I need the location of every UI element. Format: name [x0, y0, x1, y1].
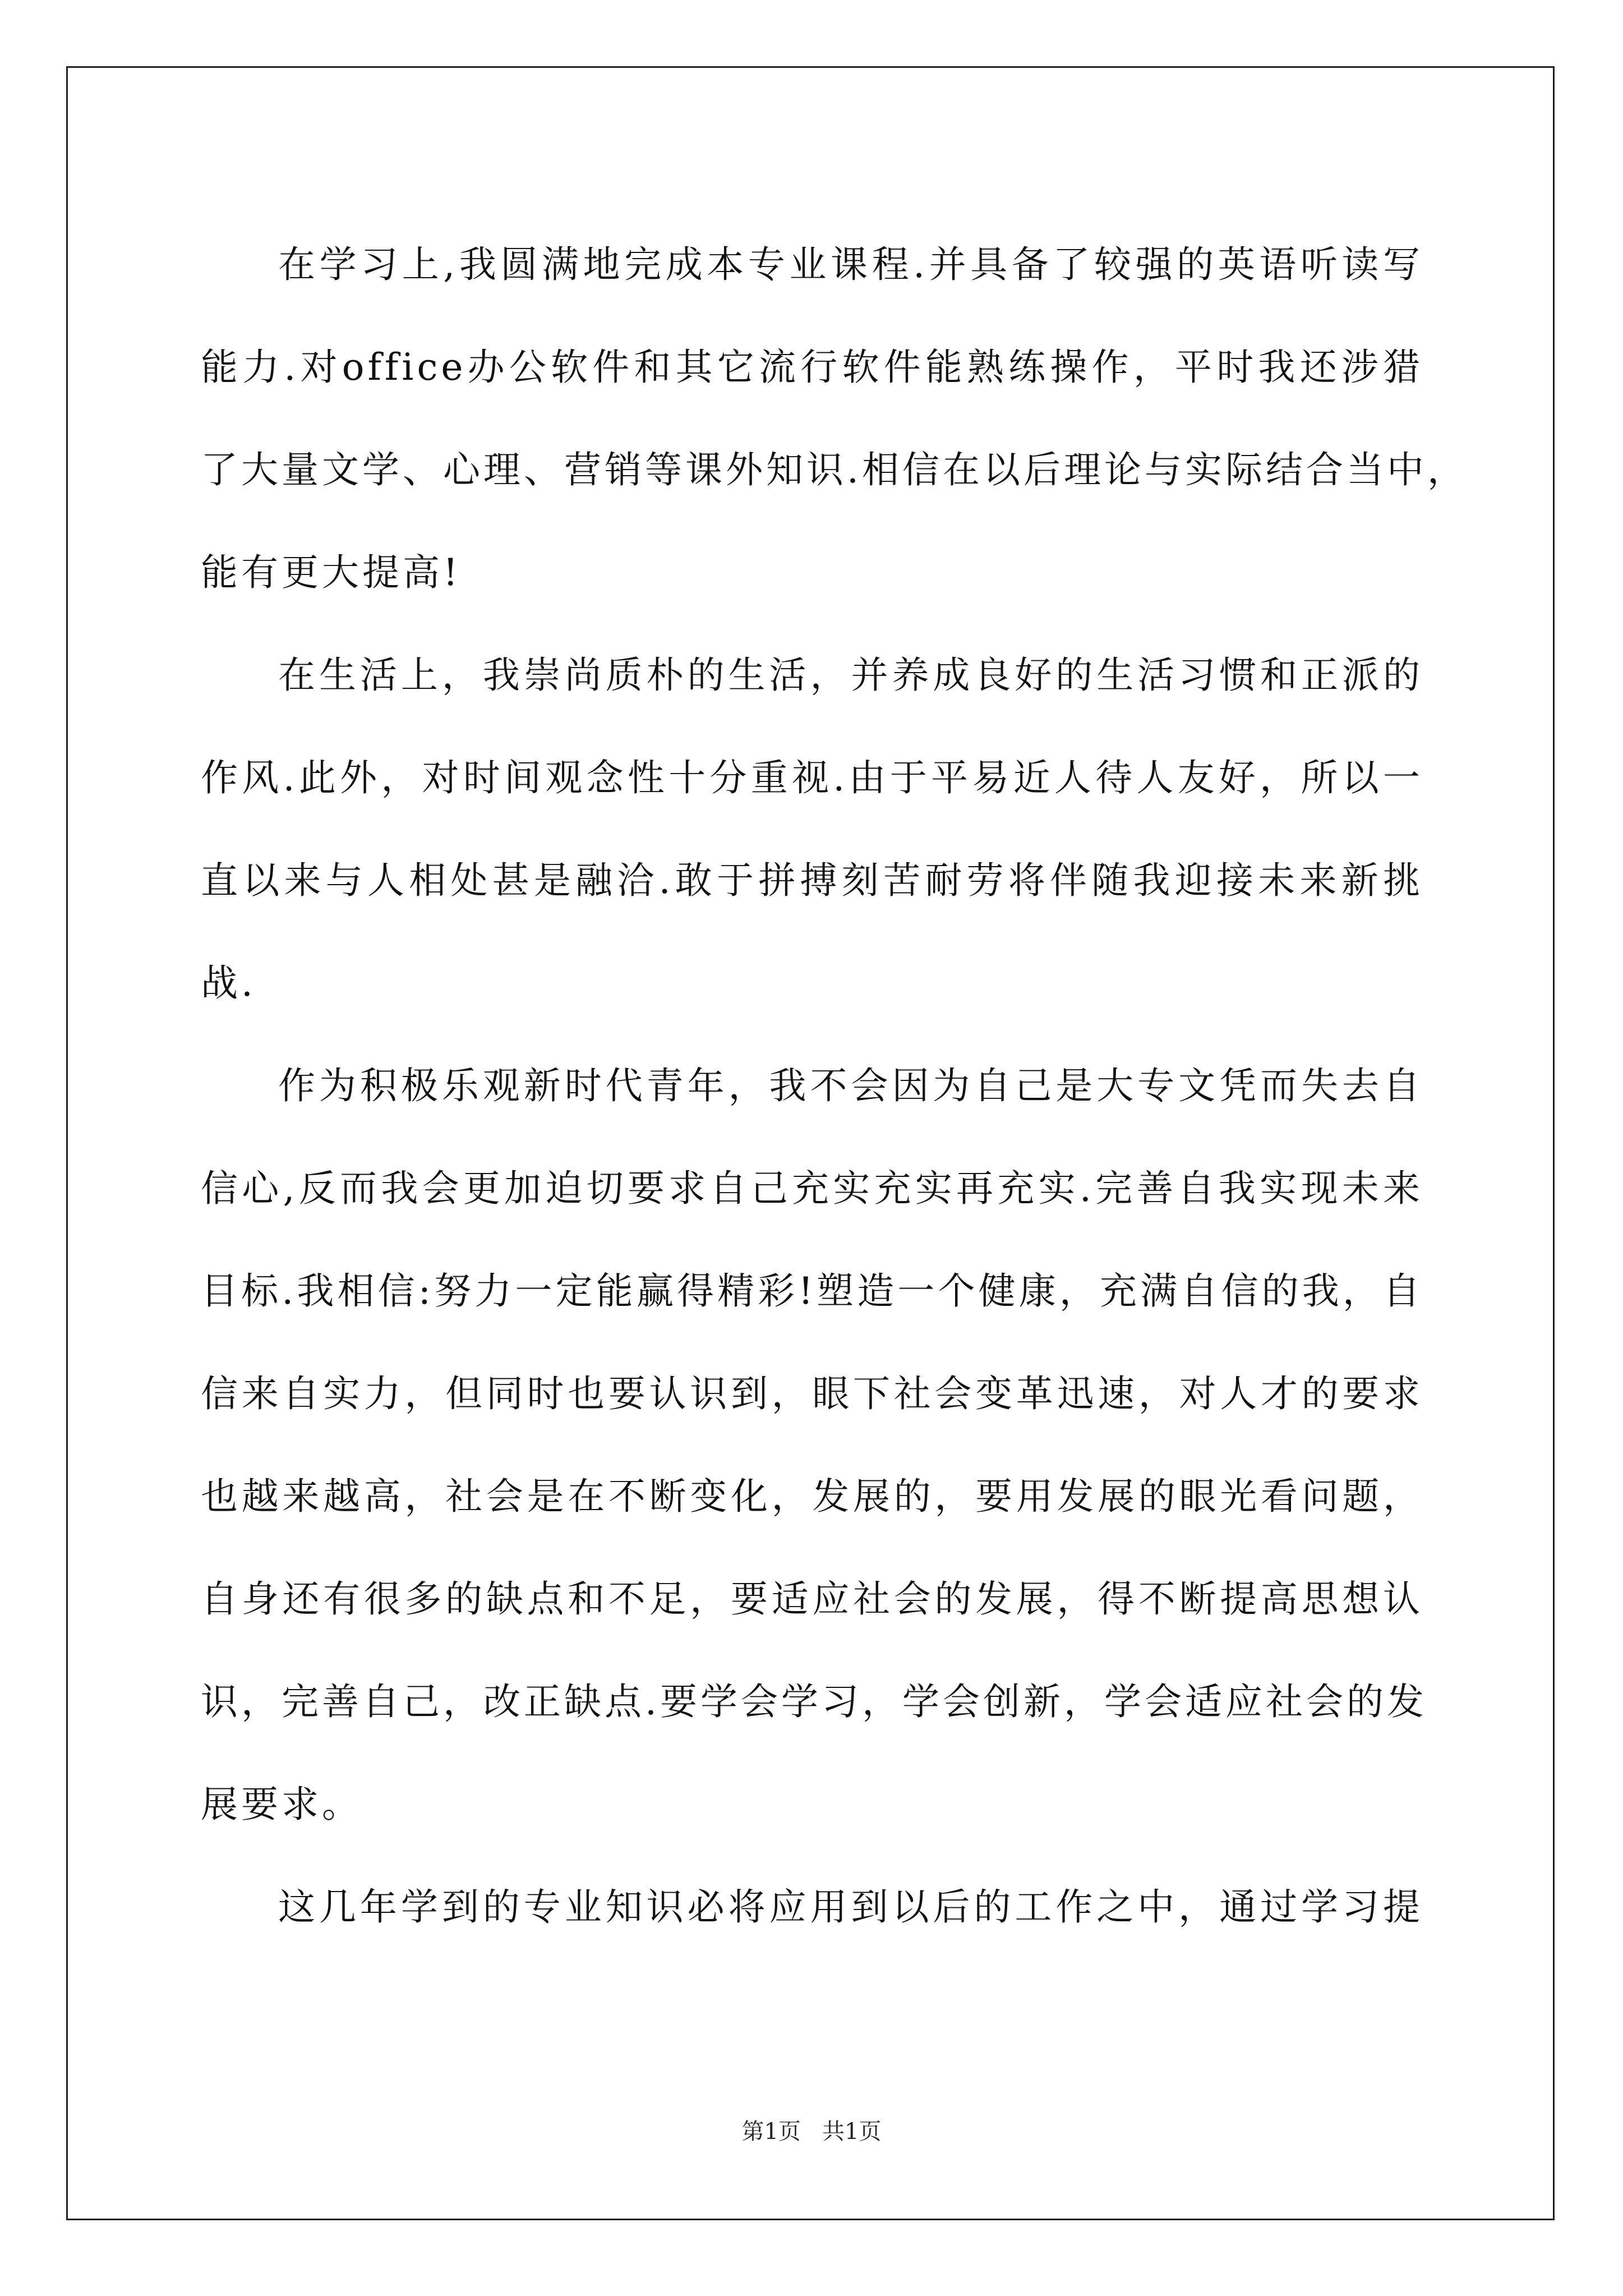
text-line: 直以来与人相处甚是融洽.敢于拼搏刻苦耐劳将伴随我迎接未来新挑 [201, 859, 1423, 902]
text-line: 信来自实力，但同时也要认识到，眼下社会变革迅速，对人才的要求 [201, 1372, 1423, 1415]
text-line: 目标.我相信:努力一定能赢得精彩!塑造一个健康，充满自信的我，自 [201, 1269, 1423, 1313]
text-line: 这几年学到的专业知识必将应用到以后的工作之中，通过学习提 [278, 1885, 1423, 1929]
page-footer: 第1页 共1页 [741, 2119, 882, 2145]
paragraph [201, 624, 1423, 1034]
text-line: 了大量文学、心理、营销等课外知识.相信在以后理论与实际结合当中， [201, 448, 1468, 491]
text-line: 也越来越高，社会是在不断变化，发展的，要用发展的眼光看问题， [201, 1475, 1423, 1518]
document-body [201, 213, 1468, 1958]
text-line: 在生活上，我崇尚质朴的生活，并养成良好的生活习惯和正派的 [278, 654, 1423, 697]
text-line: 识，完善自己，改正缺点.要学会学习，学会创新，学会适应社会的发 [201, 1680, 1427, 1723]
text-line: 信心,反而我会更加迫切要求自己充实充实再充实.完善自我实现未来 [201, 1167, 1423, 1210]
text-line: 作风.此外，对时间观念性十分重视.由于平易近人待人友好，所以一 [201, 756, 1423, 799]
text-line: 作为积极乐观新时代青年，我不会因为自己是大专文凭而失去自 [278, 1064, 1423, 1107]
paragraph [201, 213, 1468, 624]
text-line: 自身还有很多的缺点和不足，要适应社会的发展，得不断提高思想认 [201, 1577, 1423, 1621]
text-line: 能力.对office办公软件和其它流行软件能熟练操作，平时我还涉猎 [201, 346, 1423, 389]
text-line: 展要求。 [201, 1783, 362, 1826]
text-line: 能有更大提高! [201, 551, 462, 594]
paragraph [201, 1034, 1427, 1856]
paragraph [201, 1856, 1423, 1958]
text-line: 战. [201, 961, 256, 1005]
text-line: 在学习上,我圆满地完成本专业课程.并具备了较强的英语听读写 [278, 243, 1423, 286]
